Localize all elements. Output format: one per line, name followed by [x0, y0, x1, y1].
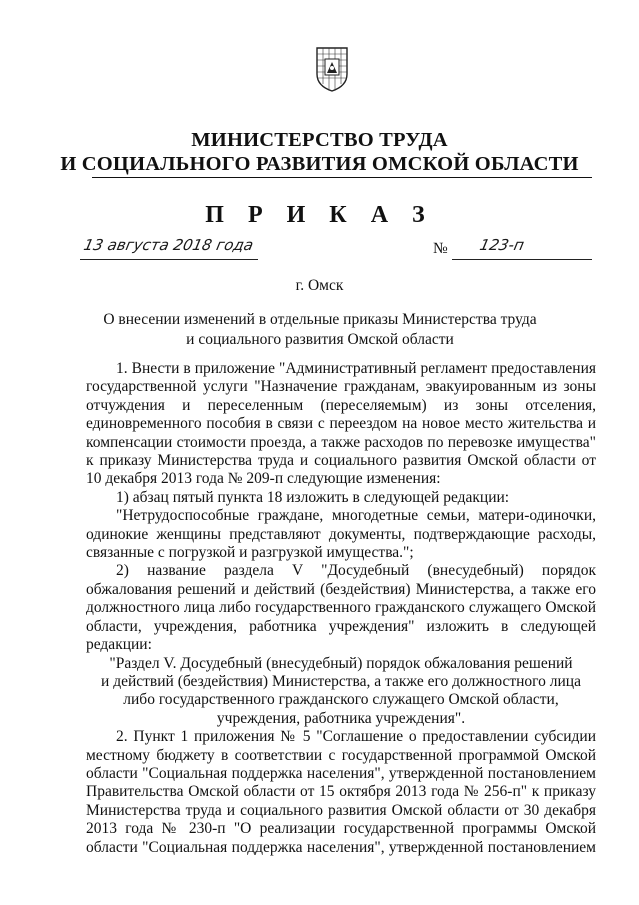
quoted-section-title-line3: либо государственного гражданского служащего Омской области, — [123, 691, 559, 709]
paragraph-2: 2. Пункт 1 приложения № 5 "Соглашение о предоставлении субсидии местному бюджету в соответствии с государственной программой Омской области "Социальная поддержка населения", утвержденной постановлением Правительства Омской области от 15 октября 2013 года № 256-п" к приказу Министерства труда и социального развития Омской области от 30 декабря 2013 года № 230-п "О реализации государственной программы Омской области "Социальная поддержка населения", утвержденной постановлением — [86, 728, 596, 856]
paragraph-1-item-1-text: "Нетрудоспособные граждане, многодетные семьи, матери-одиночки, одинокие женщины представляют документы, подтверждающие расходы, связанные с погрузкой и разгрузкой имущества."; — [86, 507, 596, 562]
subject-heading — [80, 310, 560, 349]
ministry-name-line2: И СОЦИАЛЬНОГО РАЗВИТИЯ ОМСКОЙ ОБЛАСТИ — [60, 153, 579, 175]
header-divider — [92, 177, 592, 178]
number-underline — [452, 259, 592, 260]
omsk-coat-of-arms-icon — [314, 46, 350, 92]
subject-line1: О внесении изменений в отдельные приказы Министерства труда — [103, 311, 537, 328]
subject-line2: и социального развития Омской области — [186, 330, 454, 348]
paragraph-1-item-1: 1) абзац пятый пункта 18 изложить в следующей редакции: — [116, 488, 510, 506]
handwritten-number: 123-п — [478, 236, 526, 254]
handwritten-date: 13 августа 2018 года — [82, 236, 256, 254]
quoted-section-title-line4: учреждения, работника учреждения". — [216, 709, 466, 727]
city: г. Омск — [295, 277, 344, 294]
paragraph-1-item-2: 2) название раздела V "Досудебный (внесудебный) порядок обжалования решений и действий (бездействия) Министерства, а также его должностного лица либо государственного гражданского служащего Омской области, учреждения, работника учреждения" изложить в следующей редакции: — [86, 562, 596, 654]
date-underline — [80, 259, 258, 260]
ministry-name-line1: МИНИСТЕРСТВО ТРУДА — [191, 129, 448, 151]
quoted-section-title-line1: "Раздел V. Досудебный (внесудебный) порядок обжалования решений — [109, 654, 573, 672]
document-body — [86, 360, 596, 857]
paragraph-1: 1. Внести в приложение "Административный регламент предоставления государственной услуги "Назначение гражданам, эвакуированным из зоны отчуждения и переселенным (переселяемым) из зоны отселения, единовременного пособия в связи с переездом на новое место жительства и компенсации стоимости проезда, а также расходов по перевозке имущества" к приказу Министерства труда и социального развития Омской области от 10 декабря 2013 года № 209-п следующие изменения: — [86, 360, 596, 488]
document-title: П Р И К А З — [205, 202, 434, 228]
quoted-section-title-line2: и действий (бездействия) Министерства, а также его должностного лица — [101, 672, 581, 690]
number-label: № — [433, 240, 448, 257]
